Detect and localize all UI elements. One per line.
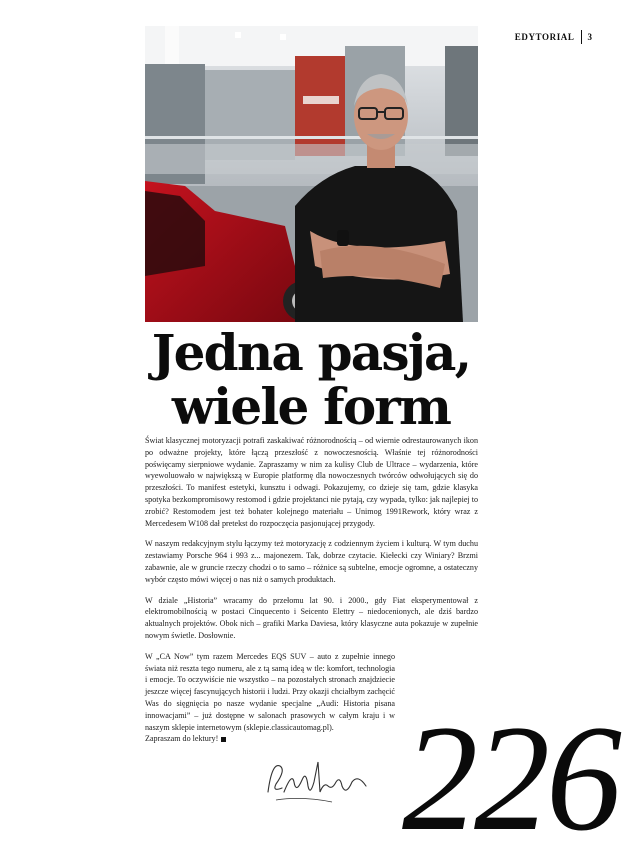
header-divider [581,30,582,44]
page-header [515,30,592,44]
paragraph-1: Świat klasycznej motoryzacji potrafi zaskakiwać różnorodnością – od wiernie odrestaurowanych ikon po odważne projekty, które łączą przeszłość z nowoczesnością. Właśnie tej różnorodności poświęcamy sierpniowe wydanie. Zapraszamy w nim za kulisy Club de Ultrace – wydarzenia, które wyewoluowało w największą w Europie platformę dla nowoczesnych twórców odwołujących się do przeszłości. To manifest estetyki, kunsztu i odwagi. Pokazujemy, co dzieje się tam, gdzie klasyka spotyka bezkompromisowy restomod i gdzie projektanci nie pytają, czy wypada, tylko: jak najlepiej to zrobić? Restomodem jest też bohater kolejnego materiału – Unimog 1991Rework, który wraz z Mercedesem W108 dał pretekst do rozpoczęcia pasjonującej przygody. [145,436,478,528]
issue-number: 226 [402,694,618,862]
end-mark-icon [221,737,226,742]
title-line-1: Jedna pasja, [151,323,471,382]
closing-text: Zapraszam do lektury! [145,734,219,744]
page-title [140,323,482,436]
paragraph-3: W dziale „Historia” wracamy do przełomu lat 90. i 2000., gdy Fiat eksperymentował z elektromobilnością w postaci Cinquecento i Seicento Elettry – niedocenionych, ale dziś bardzo aktualnych projektów. Obok nich – grafiki Marka Daviesa, który klasyczne auta pokazuje w zupełnie nowym świetle. Dosłownie. [145,595,478,640]
title-line-2: wiele form [171,377,451,436]
signature-icon [262,752,372,812]
page-number: 3 [587,32,592,42]
paragraph-4: W „CA Now” tym razem Mercedes EQS SUV – auto z zupełnie innego świata niż reszta tego numeru, ale z tą samą ideą w tle: komfort, technologia i emocje. To oczywiście nie wszystko – na pozostałych stronach znajdziecie jeszcze więcej fascynujących historii i ludzi. Przy okazji chciałbym zachęcić Was do sięgnięcia po nasze wydanie specjalne „Audi: Historia pisana innowacjami” – już dostępne w salonach prasowych w całym kraju i w naszym sklepie internetowym (sklepie.classicautomag.pl). [145,651,395,732]
section-label: EDYTORIAL [514,32,575,42]
editor-portrait-photo [145,26,478,322]
paragraph-2: W naszym redakcyjnym stylu łączymy też motoryzację z codziennym życiem i kulturą. W tym duchu zestawiamy Porsche 964 i 993 z... majonezem. Tak, dobrze czytacie. Kiełecki czy Winiary? Brzmi zabawnie, ale w gruncie rzeczy chodzi o to samo – różnice są subtelne, emocje ogromne, a ostateczny wybór często mówi więcej o nas niż o samych produktach. [145,539,478,584]
